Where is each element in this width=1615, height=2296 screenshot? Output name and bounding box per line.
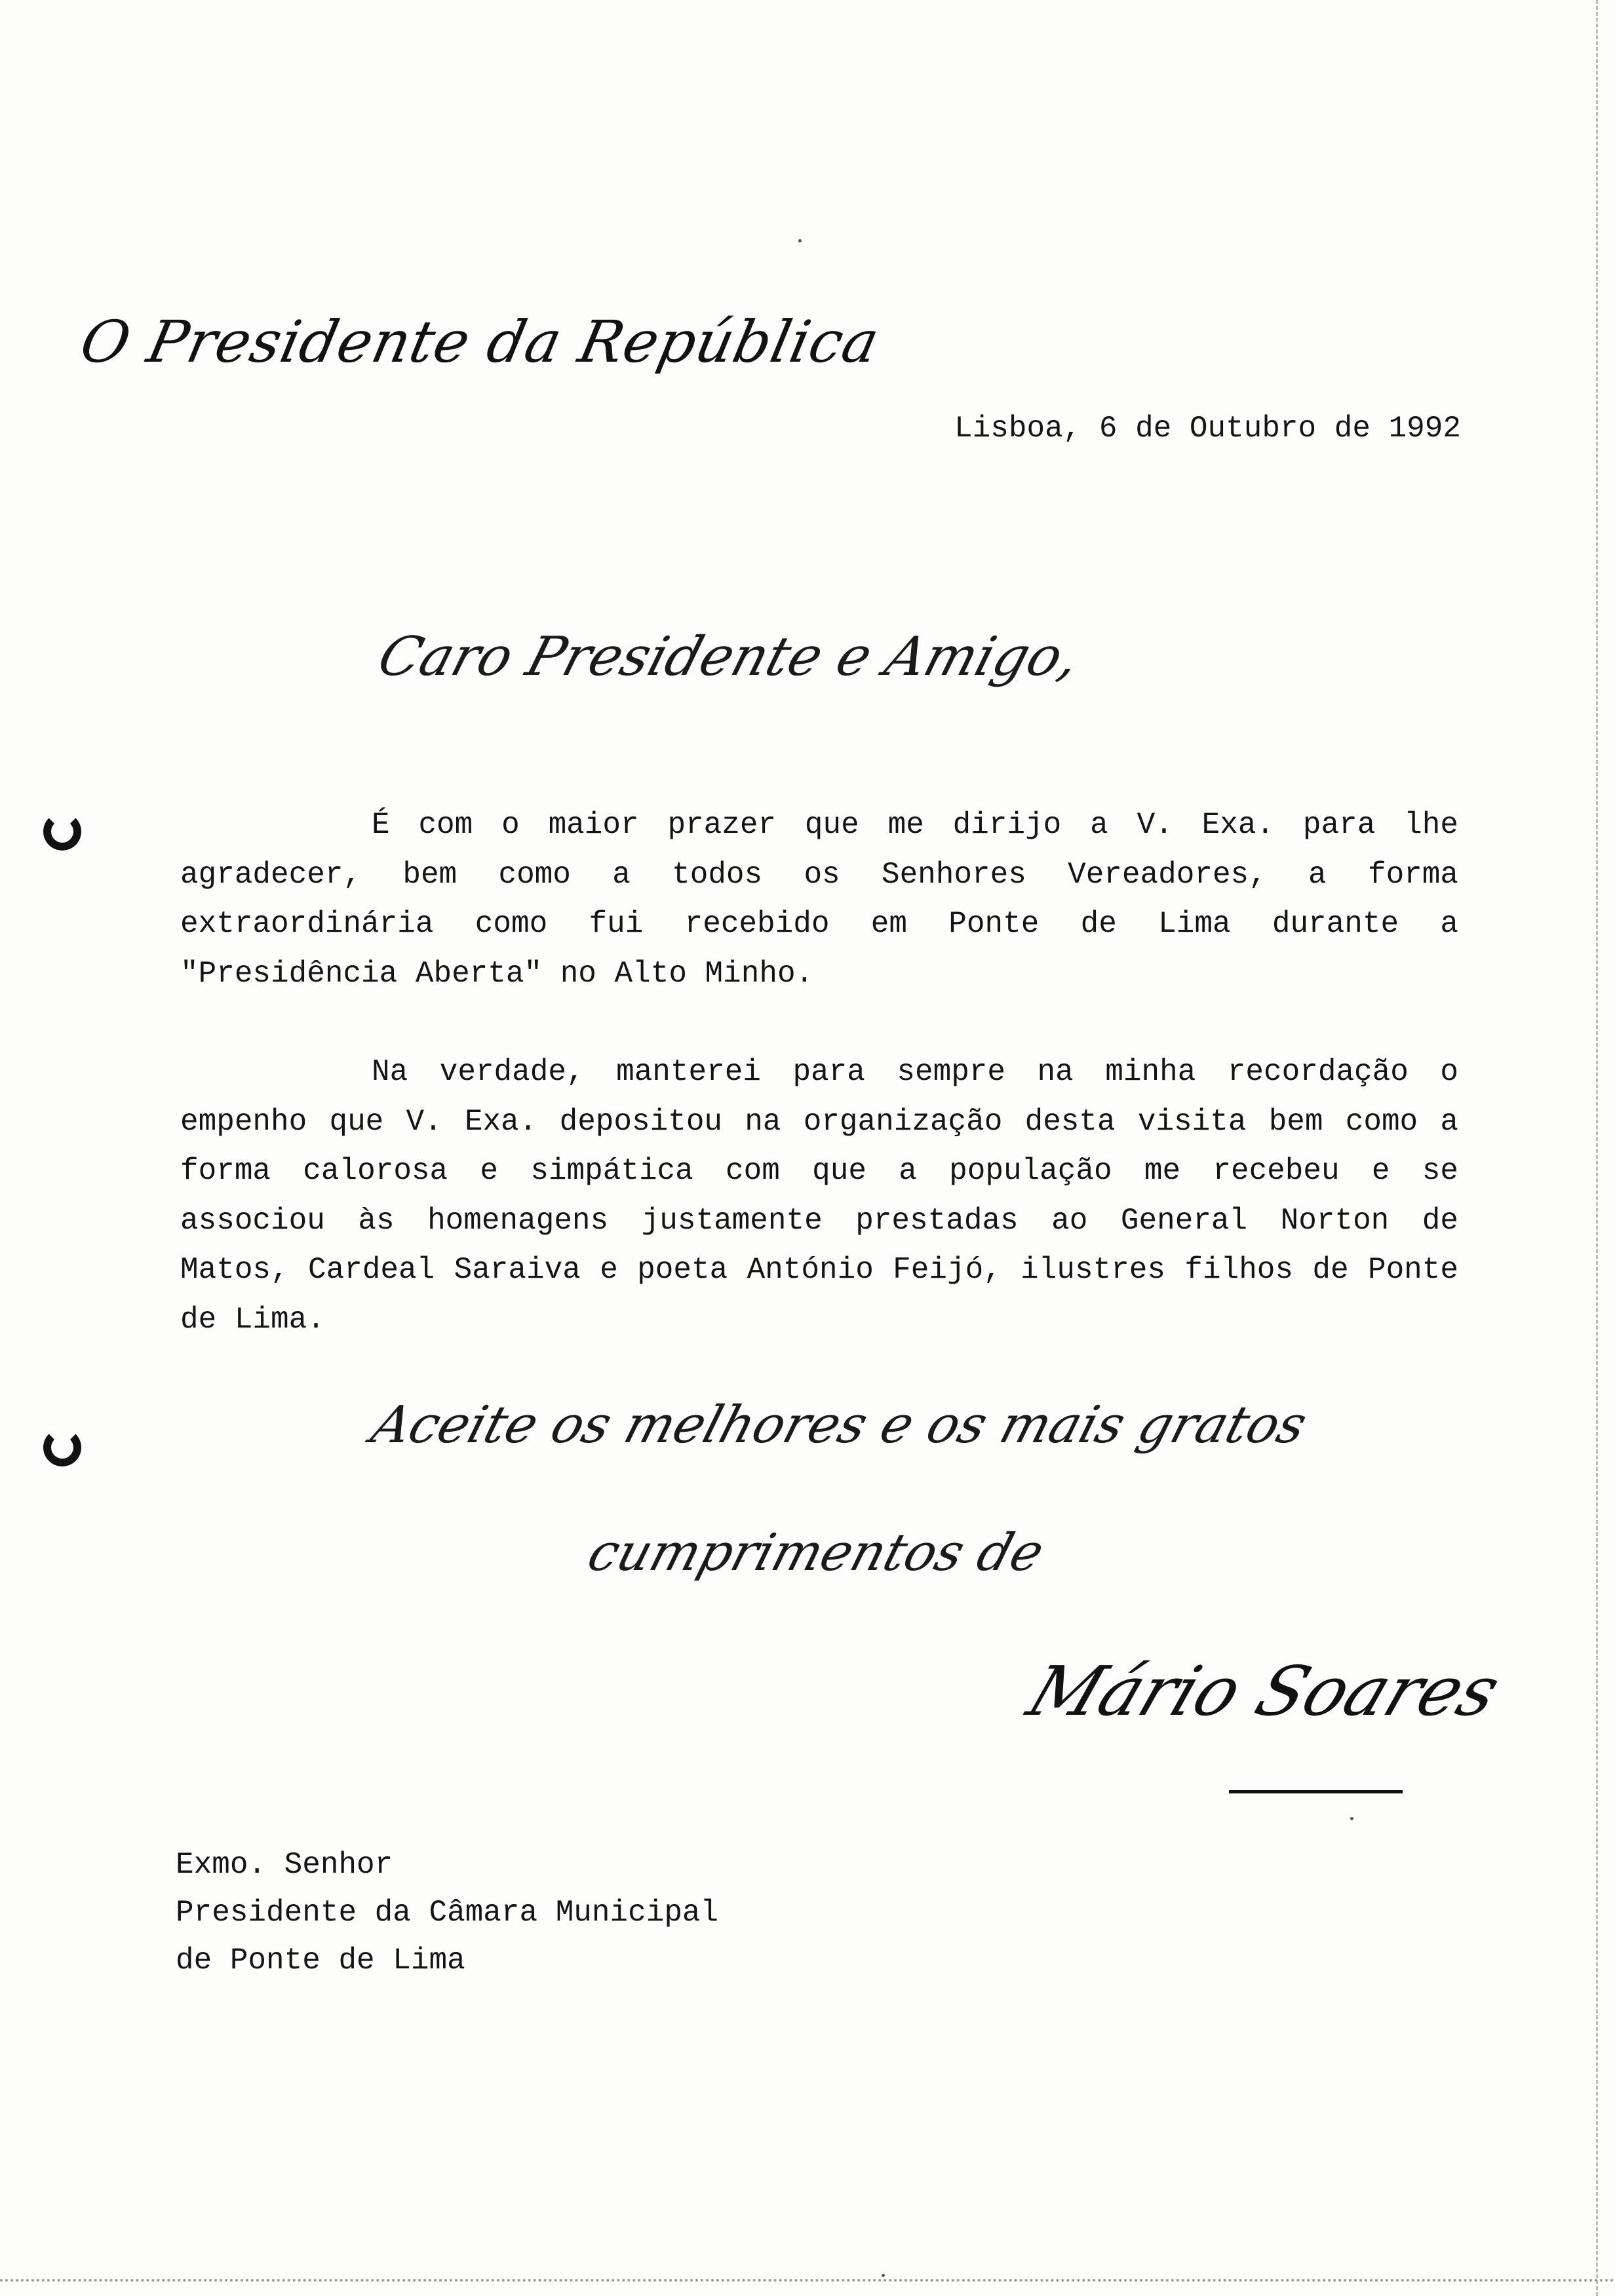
punch-hole-icon	[43, 1428, 81, 1466]
recipient-address	[176, 1841, 718, 1985]
paragraph-2: Na verdade, manterei para sempre na minha recordação o empenho que V. Exa. depositou na organização desta visita bem como a forma calorosa e simpática com que a população me recebeu e se associou às homenagens justamente prestadas ao General Norton de Matos, Cardeal Saraiva e poeta António Feijó, ilustres filhos de Ponte de Lima.	[180, 1055, 1458, 1337]
paragraph-1: É com o maior prazer que me dirijo a V. Exa. para lhe agradecer, bem como a todos os Senhores Vereadores, a forma extraordinária como fui recebido em Ponte de Lima durante a "Presidência Aberta" no Alto Minho.	[180, 808, 1458, 991]
letter-date: Lisboa, 6 de Outubro de 1992	[954, 411, 1461, 446]
letterhead: O Presidente da República	[75, 308, 885, 375]
handwritten-closing-line-1: Aceite os melhores e os mais gratos	[365, 1396, 1313, 1455]
page-edge-right	[1596, 0, 1598, 2296]
punch-hole-icon	[43, 813, 81, 851]
handwritten-closing-line-2: cumprimentos de	[581, 1523, 1051, 1582]
signature-underline	[1229, 1790, 1403, 1793]
speck	[1350, 1817, 1353, 1820]
recipient-line-3: de Ponte de Lima	[176, 1943, 465, 1978]
speck	[798, 239, 802, 242]
recipient-line-2: Presidente da Câmara Municipal	[176, 1896, 719, 1930]
handwritten-salutation: Caro Presidente e Amigo,	[371, 626, 1087, 688]
recipient-line-1: Exmo. Senhor	[176, 1848, 393, 1882]
page-edge-bottom	[0, 2279, 1615, 2282]
speck	[882, 2274, 885, 2277]
signature: Mário Soares	[1017, 1651, 1511, 1731]
